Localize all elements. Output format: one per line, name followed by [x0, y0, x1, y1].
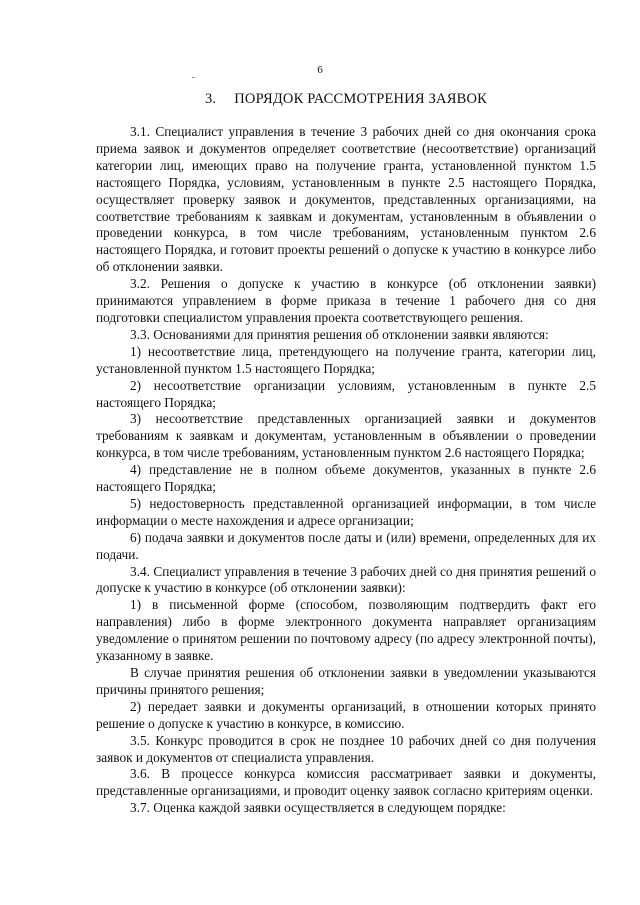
list-item: 5) недостоверность представленной организацией информации, в том числе информации о месте нахождения и адресе организации; [96, 495, 596, 528]
section-heading [96, 91, 596, 108]
list-item: 3) несоответствие представленных организацией заявки и документов требованиям к заявкам и документам, установленным в объявлении о проведении конкурса, в том числе требованиям, установленным пунктом 2.6 настоящего Порядка; [96, 411, 596, 461]
paragraph-3-3: 3.3. Основаниями для принятия решения об отклонении заявки являются: [130, 326, 549, 342]
paragraph-3-2: 3.2. Решения о допуске к участию в конкурсе (об отклонении заявки) принимаются управлением в форме приказа в течение 1 рабочего дня со дня подготовки специалистом управления проекта соответствующего решения. [96, 276, 596, 325]
section-title: ПОРЯДОК РАССМОТРЕНИЯ ЗАЯВОК [234, 91, 487, 107]
list-item: 6) подача заявки и документов после даты и (или) времени, определенных для их подачи. [96, 529, 596, 562]
list-item: 2) несоответствие организации условиям, установленным в пункте 2.5 настоящего Порядка; [96, 377, 596, 410]
list-item: 1) в письменной форме (способом, позволяющим подтвердить факт его направления) либо в форме электронного документа направляет организациям уведомление о принятом решении по почтовому адресу (по адресу электронной почты), указанному в заявке. [96, 597, 596, 664]
paragraph: В случае принятия решения об отклонении заявки в уведомлении указываются причины принятого решения; [96, 665, 596, 697]
list-item: 4) представление не в полном объеме документов, указанных в пункте 2.6 настоящего Порядка; [96, 462, 596, 495]
page-number: 6 [317, 64, 323, 76]
section-number: 3. [204, 91, 217, 107]
list-item: 2) передает заявки и документы организаций, в отношении которых принято решение о допуске к участию в конкурсе, в комиссию. [96, 698, 596, 731]
scan-mark [192, 77, 195, 78]
list-item: 1) несоответствие лица, претендующего на получение гранта, категории лиц, установленной пунктом 1.5 настоящего Порядка; [96, 343, 596, 376]
paragraph-3-4: 3.4. Специалист управления в течение 3 рабочих дней со дня принятия решений о допуске к участию в конкурсе (об отклонении заявки): [96, 563, 596, 596]
paragraph-3-5: 3.5. Конкурс проводится в срок не позднее 10 рабочих дней со дня получения заявок и документов от специалиста управления. [96, 732, 596, 765]
paragraph-3-6: 3.6. В процессе конкурса комиссия рассматривает заявки и документы, представленные организациями, и проводит оценку заявок согласно критериям оценки. [96, 766, 596, 799]
section-body [96, 124, 596, 817]
paragraph-3-7: 3.7. Оценка каждой заявки осуществляется в следующем порядке: [130, 800, 506, 816]
paragraph-3-1: 3.1. Специалист управления в течение 3 рабочих дней со дня окончания срока приема заявок и документов определяет соответствие (несоответствие) организаций категории лиц, имеющих право на получение гранта, установленной пунктом 1.5 настоящего Порядка, условиям, установленным в пункте 2.5 настоящего Порядка, осуществляет проверку заявок и документов, представленных организациями, на соответствие требованиям к заявкам и документам, установленным в объявлении о проведении конкурса, в том числе требованиям, установленным пунктом 2.6 настоящего Порядка, и готовит проекты решений о допуске к участию в конкурсе либо об отклонении заявки. [96, 124, 596, 275]
